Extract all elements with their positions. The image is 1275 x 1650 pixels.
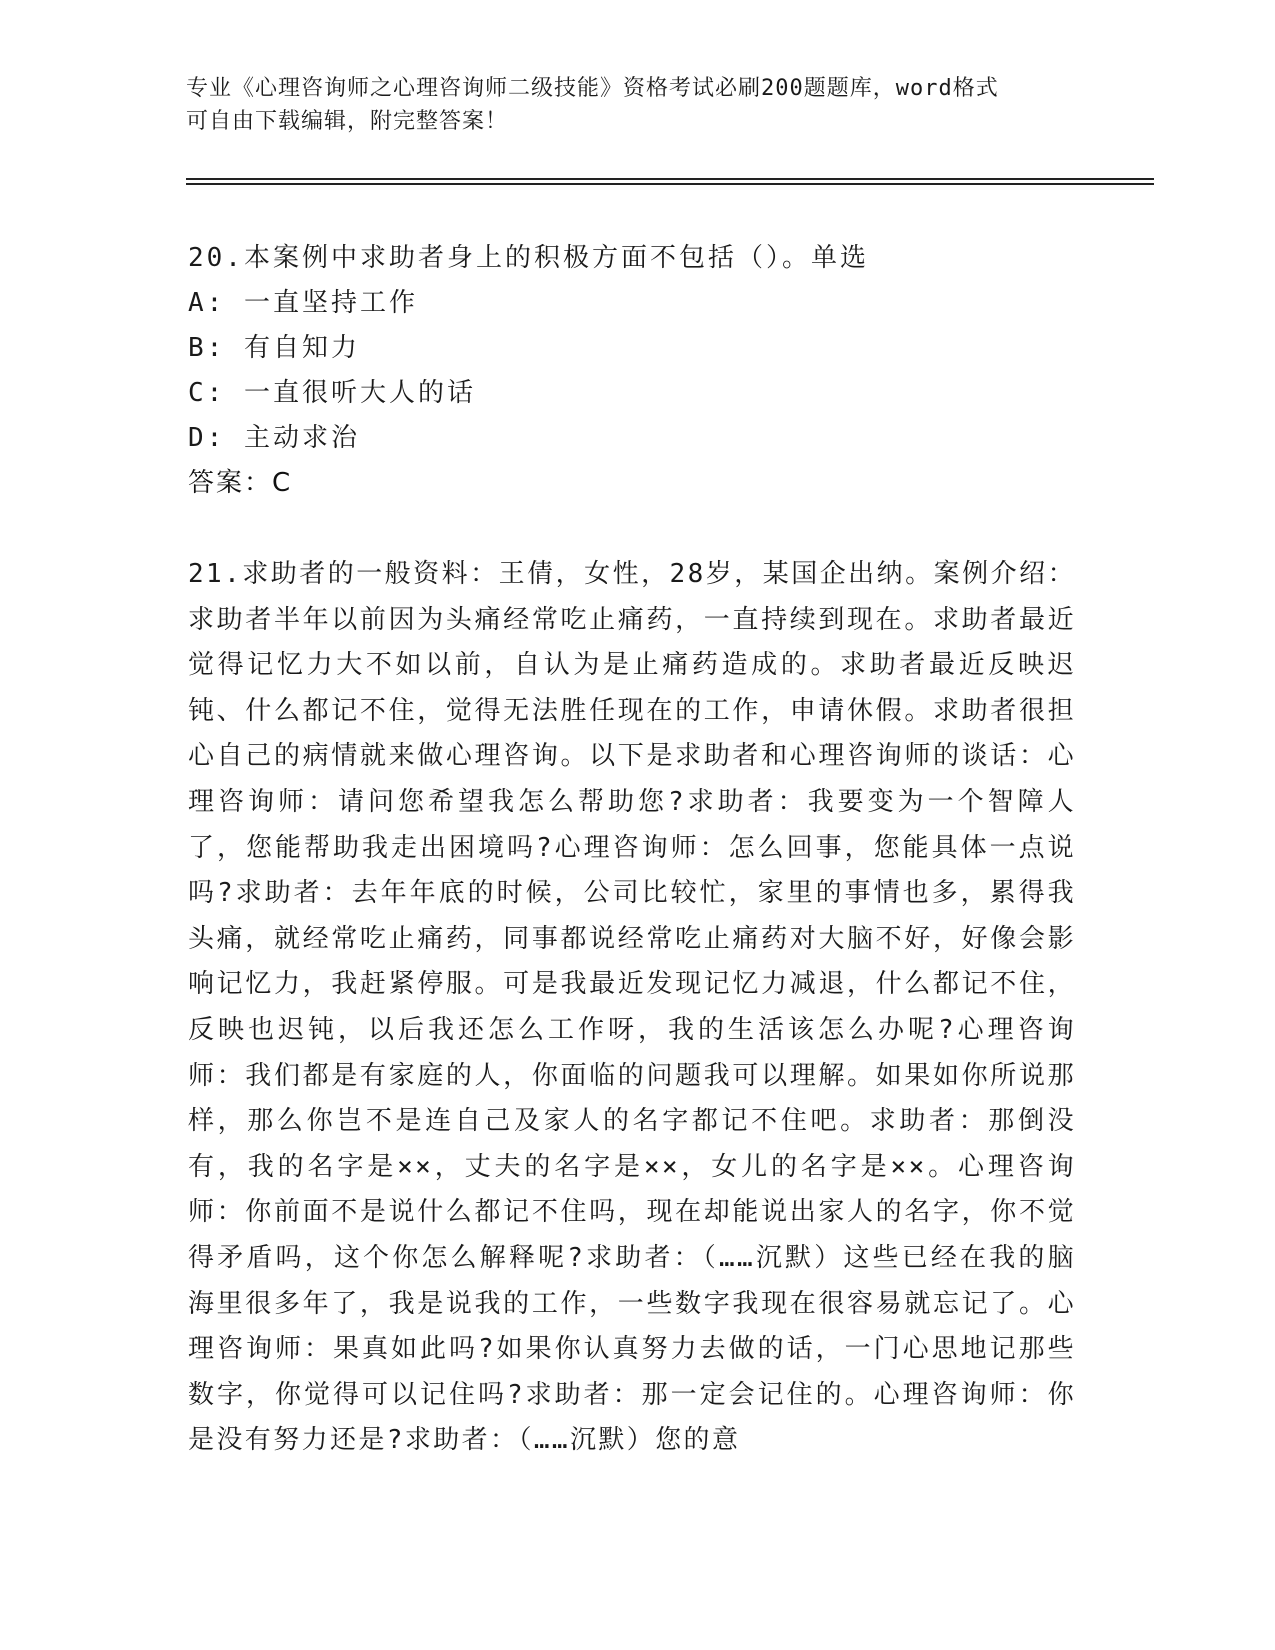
question-paragraph: 21.求助者的一般资料：王倩，女性，28岁，某国企出纳。案例介绍：求助者半年以前因为头痛经常吃止痛药，一直持续到现在。求助者最近觉得记忆力大不如以前，自认为是止痛药造成的。求助者最近反映迟钝、什么都记不住，觉得无法胜任现在的工作，申请休假。求助者很担心自己的病情就来做心理咨询。以下是求助者和心理咨询师的谈话：心理咨询师：请问您希望我怎么帮助您?求助者：我要变为一个智障人了，您能帮助我走出困境吗?心理咨询师：怎么回事，您能具体一点说吗?求助者：去年年底的时候，公司比较忙，家里的事情也多，累得我头痛，就经常吃止痛药，同事都说经常吃止痛药对大脑不好，好像会影响记忆力，我赶紧停服。可是我最近发现记忆力减退，什么都记不住，反映也迟钝，以后我还怎么工作呀，我的生活该怎么办呢?心理咨询师：我们都是有家庭的人，你面临的问题我可以理解。如果如你所说那样，那么你岂不是连自己及家人的名字都记不住吧。求助者：那倒没有，我的名字是××，丈夫的名字是××，女儿的名字是××。心理咨询师：你前面不是说什么都记不住吗，现在却能说出家人的名字，你不觉得矛盾吗，这个你怎么解释呢?求助者：（……沉默）这些已经在我的脑海里很多年了，我是说我的工作，一些数字我现在很容易就忘记了。心理咨询师：果真如此吗?如果你认真努力去做的话，一门心思地记那些数字，你觉得可以记住吗?求助者：那一定会记住的。心理咨询师：你是没有努力还是?求助者：（……沉默）您的意 [188, 559, 1076, 1456]
option-b: B: 有自知力 [188, 333, 360, 363]
option-d: D: 主动求治 [188, 423, 360, 453]
answer-line: 答案：C [188, 468, 293, 498]
header-title-line-2: 可自由下载编辑，附完整答案！ [186, 109, 509, 134]
question-20 [188, 236, 1068, 506]
question-21 [188, 552, 1076, 1464]
header-divider-bottom [186, 183, 1154, 185]
header-title-line-1: 专业《心理咨询师之心理咨询师二级技能》资格考试必刷200题题库，word格式 [186, 76, 999, 101]
document-header [186, 72, 1066, 138]
question-stem: 20.本案例中求助者身上的积极方面不包括（）。单选 [188, 243, 869, 273]
option-c: C: 一直很听大人的话 [188, 378, 476, 408]
header-divider-top [186, 178, 1154, 180]
option-a: A: 一直坚持工作 [188, 288, 418, 318]
